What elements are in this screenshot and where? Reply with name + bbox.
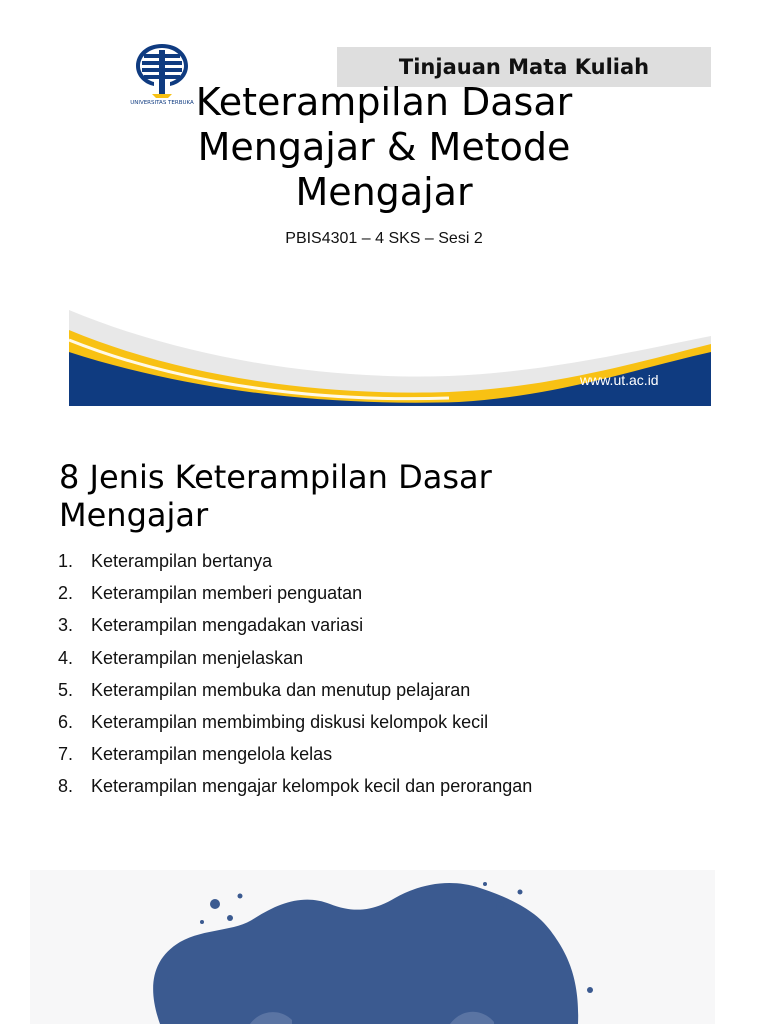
heading-line: Mengajar <box>59 496 209 534</box>
item-number: 8. <box>58 776 74 797</box>
list-item <box>58 577 532 609</box>
list-item <box>58 609 532 641</box>
item-number: 3. <box>58 615 74 636</box>
item-text: Keterampilan bertanya <box>91 551 273 571</box>
title-slide <box>0 0 768 420</box>
course-code: PBIS4301 – 4 SKS – Sesi 2 <box>285 230 483 247</box>
list-item <box>58 706 532 738</box>
list-slide <box>0 440 768 830</box>
item-text: Keterampilan membimbing diskusi kelompok kecil <box>91 711 489 732</box>
title-line: Mengajar & Metode <box>197 125 571 169</box>
paint-splash-slide <box>30 870 715 1024</box>
item-number: 7. <box>58 744 74 765</box>
title-line: Keterampilan Dasar <box>195 80 573 124</box>
item-text: Keterampilan membuka dan menutup pelajaran <box>91 679 471 700</box>
list-item <box>58 770 532 802</box>
list-heading <box>59 458 719 534</box>
skills-list <box>58 545 532 803</box>
item-number: 6. <box>58 711 74 732</box>
list-item <box>58 738 532 770</box>
item-number: 4. <box>58 647 74 668</box>
title-line: Mengajar <box>295 170 473 214</box>
heading-line: 8 Jenis Keterampilan Dasar <box>59 458 492 496</box>
paint-splash-decor <box>30 870 715 1024</box>
item-text: Keterampilan menjelaskan <box>91 647 304 668</box>
item-text: Keterampilan mengelola kelas <box>91 744 333 765</box>
item-number: 5. <box>58 679 74 700</box>
item-number: 1. <box>58 551 74 571</box>
header-label: Tinjauan Mata Kuliah <box>398 55 650 79</box>
item-text: Keterampilan memberi penguatan <box>91 583 363 604</box>
item-number: 2. <box>58 583 74 604</box>
list-item <box>58 642 532 674</box>
item-text: Keterampilan mengadakan variasi <box>91 615 364 636</box>
slide-title <box>100 80 668 215</box>
list-item <box>58 545 532 577</box>
item-text: Keterampilan mengajar kelompok kecil dan perorangan <box>91 776 533 797</box>
list-item <box>58 674 532 706</box>
website-url: www.ut.ac.id <box>580 372 659 388</box>
logo-text: UNIVERSITAS TERBUKA <box>130 100 194 106</box>
wave-banner <box>69 310 711 406</box>
